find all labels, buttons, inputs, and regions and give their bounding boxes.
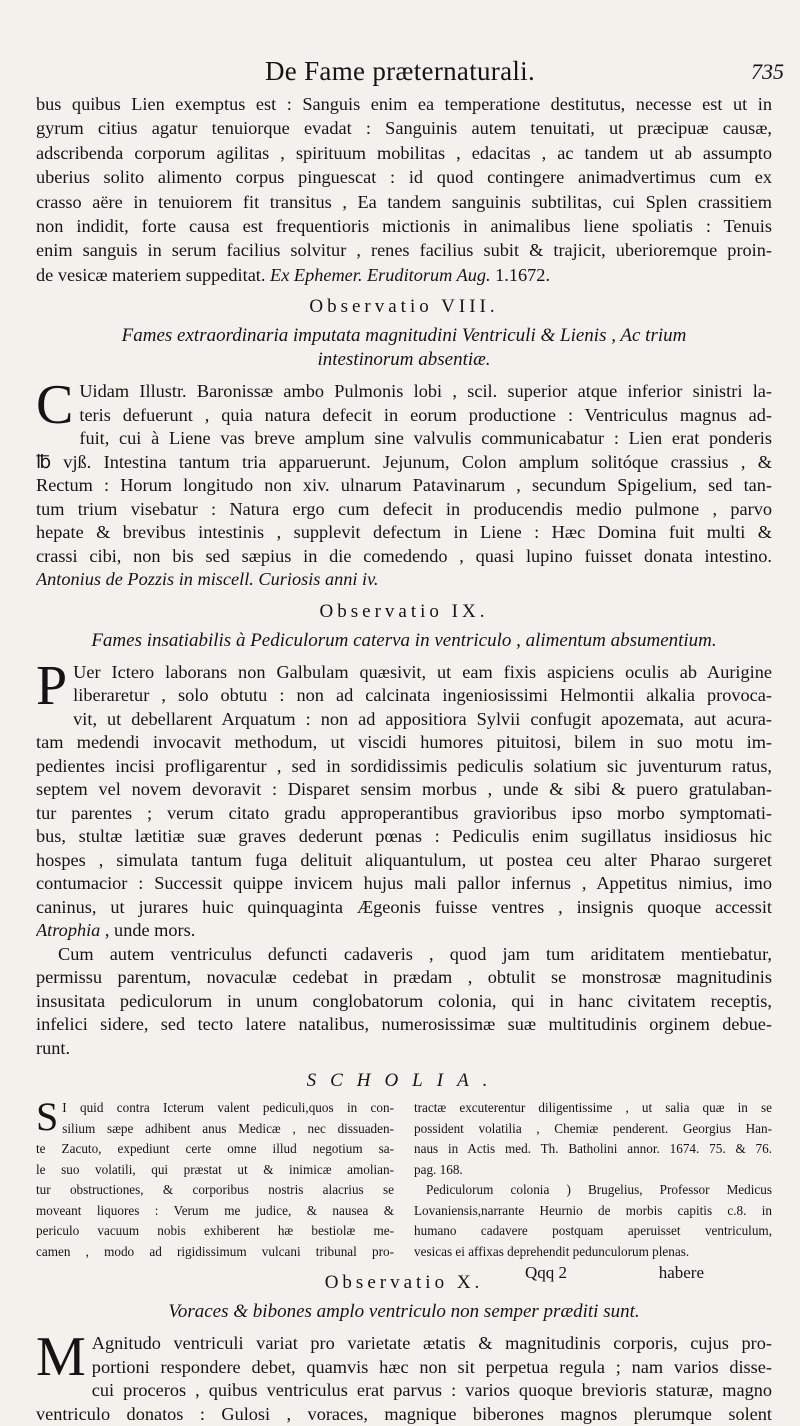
text-line: gyrum citius agatur tenuiorque evadat : Sanguinis autem tenuitati, ut præcipuæ causæ, — [36, 118, 772, 139]
text-line: crasso aëre in tenuiorem fit transitus , Ea tandem sanguinis subtilitas, cui Splen crassitiem — [36, 191, 772, 212]
text-line: ventriculo donatos : Gulosi , voraces, magnique biberones magnos plerumque solent — [36, 1403, 772, 1424]
text-line: Rectum : Horum longitudo non xiv. ulnarum Patavinarum , secundum Spigelium, sed tan- — [36, 475, 772, 496]
text-line: tur parentes ; verum citato gradu approperantibus gravioribus ipso morbo symptomati- — [36, 802, 772, 823]
text-line: tam medendi invocavit methodum, ut viscidi humores pituitosi, bilem in suo motu im- — [36, 732, 772, 753]
text-line: teris defuerunt , quia natura defecit in eorum productione : Ventriculus magnus ad- — [79, 404, 772, 425]
text-line: bus quibus Lien exemptus est : Sanguis enim ea temperatione destitutus, necesse est ut in — [36, 94, 772, 114]
text-line: caninus, ut jurares huic quinquaginta Ægeonis fuisse ventres , insignis quoque accessit — [36, 896, 772, 917]
drop-cap: C — [36, 374, 74, 437]
text-line: septem vel novem devoravit : Disparet sensim morbus , unde & sibi & puero gratulaban- — [36, 779, 772, 800]
observation-title: Voraces & bibones amplo ventriculo non semper præditi sunt. — [168, 1301, 640, 1323]
text-line-last: vesicas ei affixas deprehendit pedunculorum plenas. — [414, 1243, 690, 1259]
observation-heading: Observatio VIII. — [309, 296, 499, 318]
text-line: liberaretur , solo obtutu : non ad calcinata ingeniosissimi Helmontii alkalia provoca- — [73, 685, 772, 706]
text-line: tum trium visebatur : Natura ergo cum defecit in producendis medio pulmone , parvo — [36, 498, 772, 519]
observation-body — [36, 374, 772, 592]
text-line: I quid contra Icterum valent pediculi,quos in con- — [62, 1100, 394, 1116]
drop-cap: M — [36, 1326, 86, 1389]
text-line: Uer Ictero laborans non Galbulam quæsivit, ut eam fixis aspiciens oculis ab Aurigine — [73, 661, 772, 682]
text-line-last: runt. — [36, 1037, 71, 1058]
text-line: hepate & brevibus intestinis , supplevit defectum in Liene : Hæc Domina fuit multi & — [36, 522, 772, 543]
line-text: , unde mors. — [104, 920, 196, 941]
source-citation: Antonius de Pozzis in miscell. Curiosis anni iv. — [36, 569, 379, 590]
text-line: uberius solito alimento corpus pinguescat : id quod contingere animadvertimus cum ex — [36, 167, 772, 188]
text-line: bus, stultæ lætitiæ suæ graves dederunt pœnas : Pediculis enim sugillatus insidiosus hic — [36, 826, 772, 847]
scholia-heading: SCHOLIA. — [306, 1070, 502, 1092]
observation-title — [36, 324, 772, 372]
drop-cap: P — [36, 654, 68, 717]
text-line: ℔ vjß. Intestina tantum tria apparuerunt. Jejunum, Colon amplum solitóque crassius , & — [36, 451, 772, 472]
text-line: humano cadavere postquam aperuisset ventriculum, — [414, 1223, 772, 1239]
observation-body — [36, 1326, 772, 1426]
catchword: habere — [658, 1263, 704, 1282]
text-line: pedientes incisi profligarentur , sed in sordidissimis pediculis solatium sic juventurum ratus, — [36, 755, 772, 776]
title-line: intestinorum absentiæ. — [317, 349, 491, 371]
top-paragraph — [36, 92, 772, 287]
observation-heading: Observatio IX. — [319, 600, 489, 622]
text-line: non indidit, forte causa est frequentioris mictionis in animalibus liene spoliatis : Tenuis — [36, 216, 772, 237]
running-title: De Fame præternaturali. — [264, 56, 536, 86]
scholia-columns — [36, 1094, 772, 1262]
text-line-last — [36, 263, 772, 287]
text-line: Lovaniensis,narrante Heurnio de morbis capitis c.8. in — [414, 1202, 772, 1218]
text-line: infelici sidere, sed tecto latere natalibus, numerosissimæ suæ multitudinis orginem debue- — [36, 1014, 772, 1035]
text-line: hospes , simulata tantum fuga delituit aliquantulum, ut postea ceu alter Pharao surgeret — [36, 849, 772, 870]
text-line: cui proceros , quibus ventriculus erat parvus : varios quoque brevioris staturæ, magno — [91, 1380, 772, 1401]
text-line: moveant liquores : Verum me judice, & nausea & — [36, 1202, 394, 1218]
text-line: contumacior : Successit quippe invicem hujus mali pallor infernus , Appetitus nimius, imo — [36, 873, 772, 894]
text-line: permissu parentum, novaculæ cedebat in prædam , obtulit se monstrosæ magnitudinis — [36, 967, 772, 988]
scholia-right-column — [414, 1098, 772, 1262]
citation-date: 1.1672. — [490, 264, 551, 285]
title-line: Fames extraordinaria imputata magnitudini Ventriculi & Lienis , Ac trium — [121, 325, 687, 347]
line-text: de vesicæ materiem suppeditat. — [36, 264, 271, 285]
text-line: pag. 168. — [414, 1161, 463, 1177]
text-line: Uidam Illustr. Baronissæ ambo Pulmonis lobi , scil. superior atque inferior sinistri la- — [79, 381, 772, 402]
observation-heading: Observatio X. — [324, 1272, 484, 1294]
text-line: Pediculorum colonia ) Brugelius, Professor Medicus — [426, 1182, 772, 1198]
observation-body — [36, 654, 772, 943]
text-line: silium sæpe adhibent anus Medicæ , nec dissuaden- — [62, 1120, 394, 1136]
page-number: 735 — [751, 59, 784, 84]
text-line: naus in Actis med. Th. Batholini annor. 1674. 75. & 76. — [414, 1141, 772, 1157]
text-line: tur obstructiones, & corporibus nostris alacrius se — [36, 1182, 394, 1198]
italic-term: Atrophia — [36, 920, 101, 941]
text-line: vit, ut debellarent Arquatum : non ad appositiora Sylvii confugit apozemata, aut acura- — [73, 708, 772, 729]
text-line: adscribenda corporum agilitas , spirituum mobilitas , edacitas , ac tandem ut ab assumpto — [36, 142, 772, 163]
text-line: fuit, cui à Liene vas breve amplum sine valvulis communicabatur : Lien erat ponderis — [79, 428, 772, 449]
text-line: Agnitudo ventriculi variat pro varietate ætatis & magnitudinis corporis, cujus pro- — [91, 1333, 772, 1354]
running-head — [0, 56, 800, 92]
text-line: portioni respondere debet, quamvis hæc non sit perpetua regula ; nam varios disse- — [91, 1356, 772, 1377]
observation-paragraph — [36, 943, 772, 1061]
text-line: crassi cibi, non bis sed sæpius in die comedendo , quasi lupino fuisset donata intestino. — [36, 545, 772, 566]
scholia-left-column — [36, 1094, 394, 1262]
text-line: le suo volatili, qui præstat ut & inimicæ amolian- — [36, 1161, 394, 1177]
source-citation: Ex Ephemer. Eruditorum Aug. — [270, 264, 491, 285]
text-line: possident volatilia , Chemiæ penderent. Georgius Han- — [414, 1120, 772, 1136]
text-line-last — [36, 919, 772, 943]
text-line: periculo vacuum nobis exhiberent hæ bestiolæ me- — [36, 1223, 394, 1239]
observation-title: Fames insatiabilis à Pediculorum caterva in ventriculo , alimentum absumentium. — [91, 629, 717, 651]
text-line: te Zacuto, expediunt certe omne illud negotium sa- — [36, 1141, 394, 1157]
text-line: camen , modo ad rigidissimum vulcani tribunal pro- — [36, 1243, 394, 1259]
drop-cap: S — [36, 1094, 59, 1140]
text-line: insusitata pediculorum in unum conglobatorum colonia, qui in hanc civitatem receptis, — [36, 990, 772, 1011]
signature-mark: Qqq 2 — [525, 1263, 568, 1282]
text-line: enim sanguis in serum facilius solvitur , renes facilius subit & trajicit, uberioremque proin- — [36, 240, 772, 261]
main-column — [36, 92, 772, 1426]
text-line: Cum autem ventriculus defuncti cadaveris , quod jam tum ariditatem mentiebatur, — [58, 943, 772, 964]
text-line: tractæ excuterentur diligentissime , ut salia quæ in se — [414, 1100, 772, 1116]
